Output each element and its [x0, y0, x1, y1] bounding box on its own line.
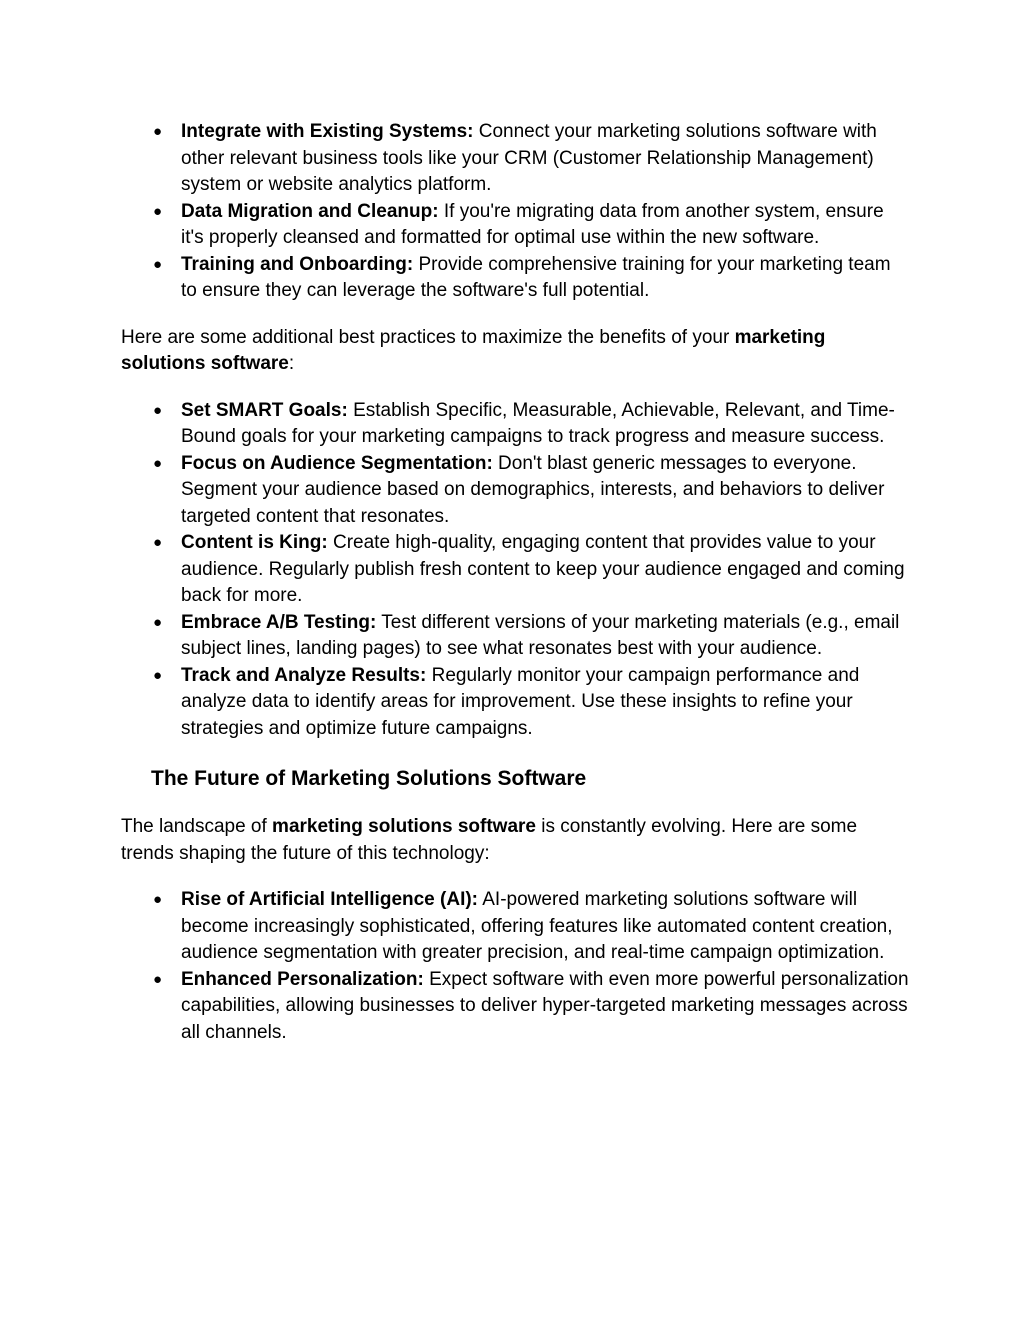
para-text: Here are some additional best practices to maximize the benefits of your — [121, 326, 735, 348]
document-page — [121, 119, 911, 1046]
para-text: The landscape of — [121, 816, 273, 837]
list-item-text: AI-powered marketing solutions software will become increasingly sophisticated, offering features like automated content creation, audience segmentation with greater precision, and real-time campaign optimization. — [181, 889, 893, 963]
list-item-text: If you're migrating data from another system, ensure it's properly cleansed and formatted for optimal use within the new software. — [181, 200, 884, 248]
bullet-icon: ● — [153, 454, 163, 472]
list-item-title: Content is King: — [181, 532, 328, 553]
list-item-text: Test different versions of your marketing materials (e.g., email subject lines, landing pages) to see what resonates best with your audience. — [181, 611, 900, 659]
list-item-text: Regularly monitor your campaign performance and analyze data to identify areas for improvement. Use these insights to refine your strategies and optimize future campaigns. — [181, 664, 860, 739]
list-item — [121, 663, 911, 743]
bullet-icon: ● — [153, 970, 163, 988]
list-item — [121, 887, 911, 967]
bullet-icon: ● — [153, 202, 163, 220]
best-practices-intro — [121, 325, 911, 378]
list-item-text: Connect your marketing solutions software with other relevant business tools like your CRM (Customer Relationship Management) system or website analytics platform. — [181, 121, 877, 195]
bullet-icon: ● — [153, 255, 163, 273]
bullet-icon: ● — [153, 613, 163, 631]
list-item-title: Enhanced Personalization: — [181, 968, 424, 990]
list-item — [121, 530, 911, 610]
list-item-title: Focus on Audience Segmentation: — [181, 452, 493, 474]
bullet-icon: ● — [153, 401, 163, 419]
section-heading: The Future of Marketing Solutions Software — [151, 767, 587, 790]
list-item-text: Don't blast generic messages to everyone. Segment your audience based on demographics, interests, and behaviors to deliver targeted content that resonates. — [181, 452, 885, 527]
bullet-icon: ● — [153, 534, 163, 551]
list-item — [121, 252, 911, 305]
list-item-text: Establish Specific, Measurable, Achievable, Relevant, and Time-Bound goals for your marketing campaigns to track progress and measure success. — [181, 399, 895, 447]
para-keyword: marketing solutions software — [272, 816, 536, 837]
list-item — [121, 967, 911, 1047]
list-item-text: Create high-quality, engaging content that provides value to your audience. Regularly publish fresh content to keep your audience engaged and coming back for more. — [181, 532, 905, 606]
list-item-text: Expect software with even more powerful personalization capabilities, allowing businesses to deliver hyper-targeted marketing messages across all channels. — [181, 968, 909, 1043]
list-item-title: Training and Onboarding: — [181, 253, 414, 275]
bullet-icon: ● — [153, 891, 163, 908]
future-intro — [121, 814, 911, 867]
list-item-title: Track and Analyze Results: — [181, 664, 427, 686]
list-item — [121, 610, 911, 663]
list-item-title: Set SMART Goals: — [181, 399, 348, 421]
bullet-icon: ● — [153, 123, 163, 140]
list-item — [121, 119, 911, 199]
list-item-title: Rise of Artificial Intelligence (AI): — [181, 889, 479, 910]
integration-list — [121, 119, 911, 305]
list-item — [121, 451, 911, 531]
best-practices-list — [121, 398, 911, 743]
list-item-title: Embrace A/B Testing: — [181, 611, 377, 633]
trends-list — [121, 887, 911, 1046]
list-item-title: Data Migration and Cleanup: — [181, 200, 439, 222]
para-text: : — [288, 353, 295, 374]
bullet-icon: ● — [153, 666, 163, 684]
list-item — [121, 199, 911, 252]
list-item — [121, 398, 911, 451]
para-keyword: marketing solutions software — [121, 326, 826, 374]
list-item-title: Integrate with Existing Systems: — [181, 121, 474, 142]
list-item-text: Provide comprehensive training for your marketing team to ensure they can leverage the software's full potential. — [181, 253, 891, 301]
para-text: is constantly evolving. Here are some trends shaping the future of this technology: — [121, 816, 858, 864]
